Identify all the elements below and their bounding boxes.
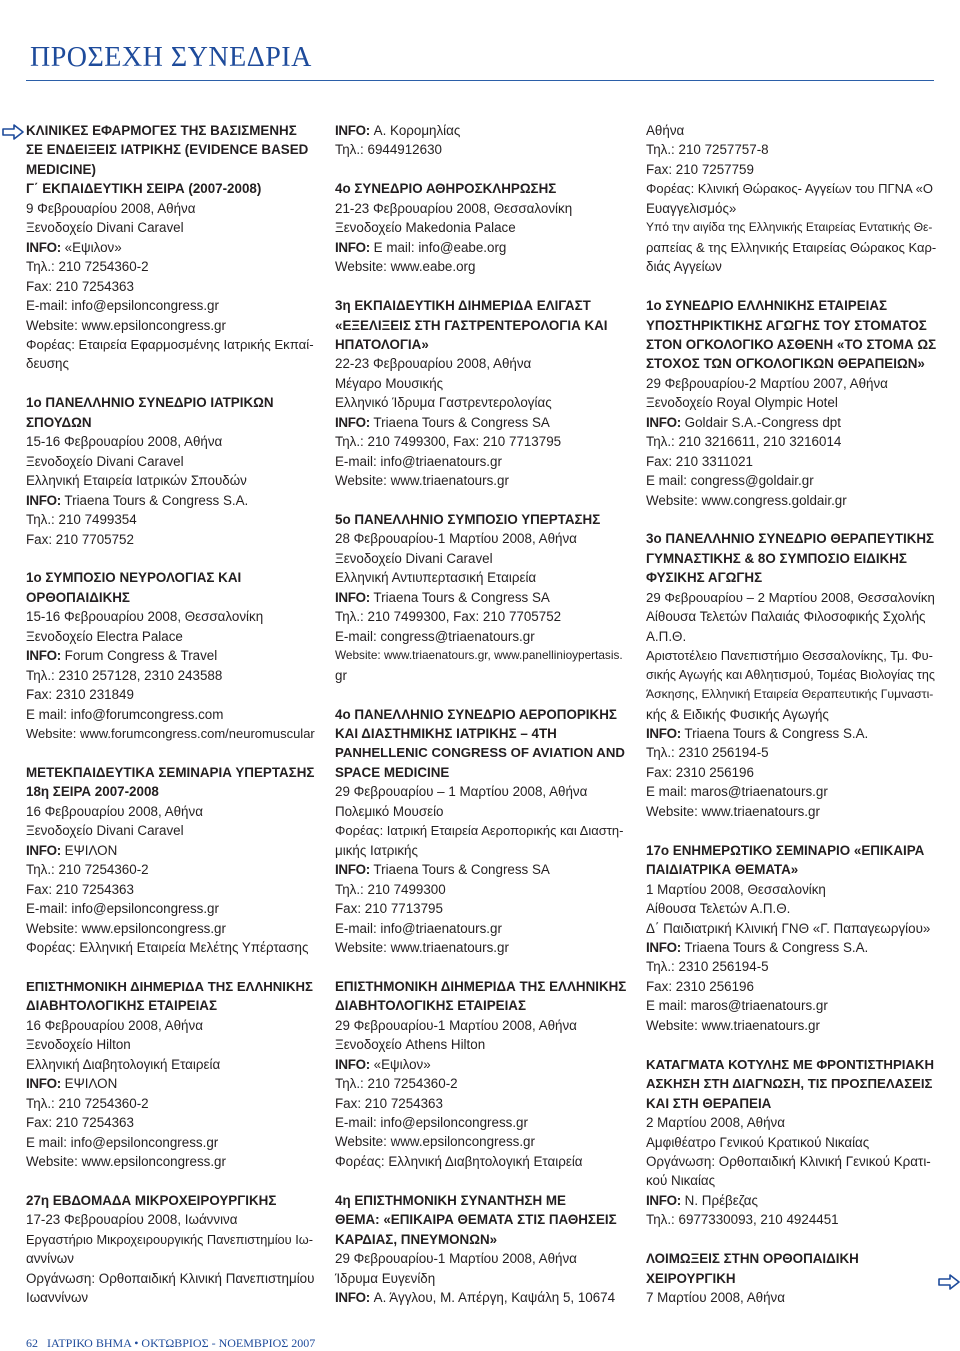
event-entry [26, 1191, 316, 1308]
column-middle [335, 121, 627, 1327]
event-title: ΕΠΙΣΤΗΜΟΝΙΚΗ ΔΙΗΜΕΡΙΔΑ ΤΗΣ ΕΛΛΗΝΙΚΗΣ [335, 978, 627, 994]
event-detail-line: Website: www.triaenatours.gr [335, 473, 509, 489]
event-detail-line: Φορέας: Ελληνική Διαβητολογική Εταιρεία [335, 1153, 583, 1169]
event-detail-line: Τηλ.: 2310 256194-5 [646, 745, 769, 761]
event-detail-line: Τηλ.: 2310 257128, 2310 243588 [26, 667, 223, 683]
event-detail-line: Website: www.epsiloncongress.gr [26, 317, 226, 333]
issue-date: ΟΚΤΩΒΡΙΟΣ - ΝΟΕΜΒΡΙΟΣ 2007 [141, 1336, 316, 1350]
event-detail-line: Τηλ.: 210 7499300 [335, 881, 446, 897]
event-detail-line: 29 Φεβρουαρίου-1 Μαρτίου 2008, Αθήνα [335, 1017, 577, 1033]
event-title: 5ο ΠΑΝΕΛΛΗΝΙΟ ΣΥΜΠΟΣΙΟ ΥΠΕΡΤΑΣΗΣ [335, 512, 601, 528]
event-detail-line: Ξενοδοχείο Divani Caravel [26, 220, 184, 236]
event-entry [335, 296, 627, 491]
event-detail-line: Τηλ.: 210 7499300, Fax: 210 7713795 [335, 434, 562, 450]
event-title: ΣΠΟΥΔΩΝ [26, 414, 92, 430]
event-entry [646, 529, 936, 821]
event-detail-line: Ίδρυμα Ευγενίδη [335, 1270, 436, 1286]
event-title: 4ο ΣΥΝΕΔΡΙΟ ΑΘΗΡΟΣΚΛΗΡΩΣΗΣ [335, 181, 557, 197]
event-detail-line: gr [335, 667, 347, 683]
event-detail-line: δευσης [26, 356, 69, 372]
event-detail-line: Fax: 210 3311021 [646, 453, 753, 469]
event-detail-line: Οργάνωση: Ορθοπαιδική Κλινική Γενικού Κρατι- [646, 1153, 931, 1169]
event-detail-line: Τηλ.: 210 7499300, Fax: 210 7705752 [335, 609, 562, 625]
event-detail-line: Εργαστήριο Μικροχειρουργικής Πανεπιστημίου Ιω- [26, 1231, 314, 1247]
event-detail-line: Fax: 210 7254363 [26, 881, 134, 897]
event-detail-line: Τηλ.: 210 3216611, 210 3216014 [646, 434, 842, 450]
arrow-right-icon [2, 124, 24, 140]
event-title: 1ο ΣΥΝΕΔΡΙΟ ΕΛΛΗΝΙΚΗΣ ΕΤΑΙΡΕΙΑΣ [646, 298, 888, 314]
event-detail-line: Ελληνικό Ίδρυμα Γαστρεντερολογίας [335, 395, 552, 411]
event-detail-line: Μέγαρο Μουσικής [335, 375, 444, 391]
event-detail-line: Τηλ.: 210 7254360-2 [26, 862, 149, 878]
event-detail-line: E mail: congress@goldair.gr [646, 473, 814, 489]
event-detail-line: Website: www.triaenatours.gr [646, 1017, 820, 1033]
event-info-line: INFO: Forum Congress & Travel [26, 648, 218, 664]
event-detail-line: μικής Ιατρικής [335, 842, 418, 858]
event-detail-line: Οργάνωση: Ορθοπαιδική Κλινική Πανεπιστημίου [26, 1270, 315, 1286]
event-detail-line: κού Νικαίας [646, 1173, 716, 1189]
event-entry [335, 1191, 627, 1308]
event-detail-line: Φορέας: Ελληνική Εταιρεία Μελέτης Υπέρτασης [26, 939, 309, 955]
event-detail-line: Α.Π.Θ. [646, 628, 687, 644]
event-detail-line: 2 Μαρτίου 2008, Αθήνα [646, 1115, 785, 1131]
event-detail-line: 29 Φεβρουαρίου-1 Μαρτίου 2008, Αθήνα [335, 1251, 577, 1267]
event-title: ΔΙΑΒΗΤΟΛΟΓΙΚΗΣ ΕΤΑΙΡΕΙΑΣ [26, 998, 217, 1014]
event-detail-line: 9 Φεβρουαρίου 2008, Αθήνα [26, 200, 196, 216]
event-entry [335, 705, 627, 958]
event-info-line: INFO: Triaena Tours & Congress S.A. [26, 492, 249, 508]
event-detail-line: Fax: 2310 231849 [26, 687, 134, 703]
event-entry [26, 121, 316, 374]
event-entry [646, 296, 936, 510]
event-title: ΚΛΙΝΙΚΕΣ ΕΦΑΡΜΟΓΕΣ ΤΗΣ ΒΑΣΙΣΜΕΝΗΣ [26, 123, 297, 138]
event-detail-line: E-mail: info@triaenatours.gr [335, 453, 502, 469]
event-title: «ΕΞΕΛΙΞΕΙΣ ΣΤΗ ΓΑΣΤΡΕΝΤΕΡΟΛΟΓΙΑ ΚΑΙ [335, 317, 608, 333]
event-detail-line: Ξενοδοχείο Divani Caravel [335, 550, 493, 566]
event-detail-line: E mail: maros@triaenatours.gr [646, 998, 828, 1014]
event-detail-line: Τηλ.: 210 7257757-8 [646, 142, 769, 158]
event-detail-line: Τηλ.: 6944912630 [335, 142, 442, 158]
event-detail-line: Website: www.forumcongress.com/neuromuscular [26, 726, 315, 742]
event-detail-line: E-mail: congress@triaenatours.gr [335, 628, 535, 644]
event-title: ΚΑΤΑΓΜΑΤΑ ΚΟΤΥΛΗΣ ΜΕ ΦΡΟΝΤΙΣΤΗΡΙΑΚΗ [646, 1056, 934, 1072]
event-detail-line: Τηλ.: 210 7254360-2 [26, 259, 149, 275]
event-detail-line: Φορέας: Κλινική Θώρακος- Αγγείων του ΠΓΝΑ «Ο [646, 181, 933, 197]
event-title: ΣΤΟΧΟΣ ΤΩΝ ΟΓΚΟΛΟΓΙΚΩΝ ΘΕΡΑΠΕΙΩΝ» [646, 356, 925, 372]
event-detail-line: Fax: 2310 256196 [646, 978, 754, 994]
event-info-line: INFO: Ν. Πρέβεζας [646, 1192, 758, 1208]
event-detail-line: Fax: 210 7254363 [26, 1115, 134, 1131]
page-number: 62 [26, 1336, 38, 1350]
event-detail-line: Αίθουσα Τελετών Παλαιάς Φιλοσοφικής Σχολής [646, 609, 926, 625]
event-detail-line: Fax: 210 7713795 [335, 901, 443, 917]
event-title: PANHELLENIC CONGRESS OF AVIATION AND [335, 745, 625, 761]
event-title: 27η ΕΒΔΟΜΑΔΑ ΜΙΚΡΟΧΕΙΡΟΥΡΓΙΚΗΣ [26, 1192, 277, 1208]
event-title: ΜΕΤΕΚΠΑΙΔΕΥΤΙΚΑ ΣΕΜΙΝΑΡΙΑ ΥΠΕΡΤΑΣΗΣ [26, 764, 315, 780]
event-info-line: INFO: «Εψιλον» [335, 1056, 431, 1072]
event-entry [646, 841, 936, 1036]
event-detail-line: Website: www.triaenatours.gr [335, 939, 509, 955]
event-info-line: INFO: Goldair S.A.-Congress dpt [646, 414, 841, 430]
event-detail-line: Ξενοδοχείο Makedonia Palace [335, 220, 516, 236]
event-entry [646, 1249, 936, 1307]
event-title: ΚΑΡΔΙΑΣ, ΠΝΕΥΜΟΝΩΝ» [335, 1231, 498, 1247]
event-detail-line: 16 Φεβρουαρίου 2008, Αθήνα [26, 1017, 203, 1033]
event-detail-line: Υπό την αιγίδα της Ελληνικής Εταιρείας Εντατικής Θε- [646, 220, 933, 235]
event-detail-line: Φορέας: Ιατρική Εταιρεία Αεροπορικής και Διαστη- [335, 823, 624, 839]
event-detail-line: 16 Φεβρουαρίου 2008, Αθήνα [26, 803, 203, 819]
event-detail-line: Πολεμικό Μουσείο [335, 803, 444, 819]
footer [26, 1336, 315, 1351]
event-title: 4η ΕΠΙΣΤΗΜΟΝΙΚΗ ΣΥΝΑΝΤΗΣΗ ΜΕ [335, 1192, 566, 1208]
event-info-line: INFO: Α. Κορομηλίας [335, 123, 461, 138]
event-detail-line: Website: www.triaenatours.gr, www.panellinioypertasis. [335, 648, 623, 663]
event-detail-line: Fax: 210 7254363 [26, 278, 134, 294]
event-title: ΗΠΑΤΟΛΟΓΙΑ» [335, 336, 429, 352]
event-entry [26, 568, 316, 743]
event-detail-line: 15-16 Φεβρουαρίου 2008, Αθήνα [26, 434, 223, 450]
event-detail-line: Ξενοδοχείο Divani Caravel [26, 823, 184, 839]
event-detail-line: Φορέας: Εταιρεία Εφαρμοσμένης Ιατρικής Εκπαί- [26, 336, 314, 352]
event-title: 17ο ΕΝΗΜΕΡΩΤΙΚΟ ΣΕΜΙΝΑΡΙΟ «ΕΠΙΚΑΙΡΑ [646, 842, 925, 858]
event-detail-line: Fax: 210 7257759 [646, 161, 754, 177]
event-info-line: INFO: ΕΨΙΛΟΝ [26, 842, 118, 858]
column-left [26, 121, 316, 1327]
event-detail-line: σικής Αγωγής και Αθλητισμού, Τομέας Βιολογίας της [646, 667, 935, 682]
event-detail-line: 29 Φεβρουαρίου-2 Μαρτίου 2007, Αθήνα [646, 375, 888, 391]
event-title: ΓΥΜΝΑΣΤΙΚΗΣ & 8Ο ΣΥΜΠΟΣΙΟ ΕΙΔΙΚΗΣ [646, 550, 907, 566]
event-detail-line: 29 Φεβρουαρίου – 1 Μαρτίου 2008, Αθήνα [335, 784, 588, 800]
event-detail-line: 7 Μαρτίου 2008, Αθήνα [646, 1290, 785, 1306]
event-detail-line: Τηλ.: 210 7254360-2 [335, 1076, 458, 1092]
event-title: ΠΑΙΔΙΑΤΡΙΚΑ ΘΕΜΑΤΑ» [646, 862, 799, 878]
event-entry [335, 510, 627, 685]
event-info-line: INFO: Triaena Tours & Congress SA [335, 862, 550, 878]
event-detail-line: 21-23 Φεβρουαρίου 2008, Θεσσαλονίκη [335, 200, 573, 216]
event-detail-line: 15-16 Φεβρουαρίου 2008, Θεσσαλονίκη [26, 609, 264, 625]
event-title: ΛΟΙΜΩΞΕΙΣ ΣΤΗΝ ΟΡΘΟΠΑΙΔΙΚΗ [646, 1251, 859, 1267]
event-detail-line: Ευαγγελισμός» [646, 200, 737, 216]
column-right [646, 121, 936, 1327]
event-entry [335, 121, 627, 160]
event-info-line: INFO: Triaena Tours & Congress SA [335, 414, 550, 430]
event-title: ΥΠΟΣΤΗΡΙΚΤΙΚΗΣ ΑΓΩΓΗΣ ΤΟΥ ΣΤΟΜΑΤΟΣ [646, 317, 927, 333]
event-detail-line: Άσκησης, Ελληνική Εταιρεία Θεραπευτικής Γυμναστι- [646, 687, 934, 702]
event-title: ΧΕΙΡΟΥΡΓΙΚΗ [646, 1270, 736, 1286]
event-detail-line: Ελληνική Εταιρεία Ιατρικών Σπουδών [26, 473, 247, 489]
footer-separator: • [134, 1336, 139, 1350]
event-title: ΚΑΙ ΔΙΑΣΤΗΜΙΚΗΣ ΙΑΤΡΙΚΗΣ – 4TH [335, 725, 557, 741]
event-detail-line: 1 Μαρτίου 2008, Θεσσαλονίκη [646, 881, 826, 897]
event-detail-line: Αθήνα [646, 123, 685, 138]
event-detail-line: Τηλ.: 210 7499354 [26, 512, 137, 528]
page-title: ΠΡΟΣΕΧΗ ΣΥΝΕΔΡΙΑ [30, 42, 312, 73]
event-info-line: INFO: Triaena Tours & Congress SA [335, 589, 550, 605]
event-info-line: INFO: ΕΨΙΛΟΝ [26, 1076, 118, 1092]
event-title: ΘΕΜΑ: «ΕΠΙΚΑΙΡΑ ΘΕΜΑΤΑ ΣΤΙΣ ΠΑΘΗΣΕΙΣ [335, 1212, 617, 1228]
event-entry [26, 977, 316, 1172]
event-title: MEDICINE) [26, 161, 96, 177]
event-entry [335, 179, 627, 276]
event-info-line: INFO: «Εψιλον» [26, 239, 122, 255]
event-detail-line: Website: www.epsiloncongress.gr [335, 1134, 535, 1150]
event-entry [335, 977, 627, 1172]
event-detail-line: ραπείας & της Ελληνικής Εταιρείας Θώρακος Καρ- [646, 239, 937, 255]
event-detail-line: E-mail: info@epsiloncongress.gr [335, 1115, 528, 1131]
event-detail-line: Τηλ.: 2310 256194-5 [646, 959, 769, 975]
event-detail-line: Website: www.eabe.org [335, 259, 476, 275]
event-detail-line: Αμφιθέατρο Γενικού Κρατικού Νικαίας [646, 1134, 870, 1150]
event-detail-line: Ξενοδοχείο Divani Caravel [26, 453, 184, 469]
event-detail-line: Αριστοτέλειο Πανεπιστήμιο Θεσσαλονίκης, Τμ. Φυ- [646, 648, 933, 664]
event-detail-line: Website: www.congress.goldair.gr [646, 492, 847, 508]
event-title: ΕΠΙΣΤΗΜΟΝΙΚΗ ΔΙΗΜΕΡΙΔΑ ΤΗΣ ΕΛΛΗΝΙΚΗΣ [26, 978, 313, 994]
event-title: 4ο ΠΑΝΕΛΛΗΝΙΟ ΣΥΝΕΔΡΙΟ ΑΕΡΟΠΟΡΙΚΗΣ [335, 706, 617, 722]
event-entry [646, 121, 936, 277]
event-title: ΑΣΚΗΣΗ ΣΤΗ ΔΙΑΓΝΩΣΗ, ΤΙΣ ΠΡΟΣΠΕΛΑΣΕΙΣ [646, 1076, 933, 1092]
event-detail-line: E mail: info@forumcongress.com [26, 706, 224, 722]
event-detail-line: Ξενοδοχείο Hilton [26, 1037, 131, 1053]
event-entry [646, 1055, 936, 1230]
event-detail-line: Fax: 2310 256196 [646, 764, 754, 780]
event-title: ΚΑΙ ΣΤΗ ΘΕΡΑΠΕΙΑ [646, 1095, 772, 1111]
event-detail-line: Ξενοδοχείο Royal Olympic Hotel [646, 395, 838, 411]
event-detail-line: Fax: 210 7705752 [26, 531, 134, 547]
event-detail-line: Fax: 210 7254363 [335, 1095, 443, 1111]
event-detail-line: E mail: info@epsiloncongress.gr [26, 1134, 219, 1150]
event-title: 1ο ΠΑΝΕΛΛΗΝΙΟ ΣΥΝΕΔΡΙΟ ΙΑΤΡΙΚΩΝ [26, 395, 274, 411]
event-title: 3η ΕΚΠΑΙΔΕΥΤΙΚΗ ΔΙΗΜΕΡΙΔΑ ΕΛΙΓΑΣΤ [335, 298, 591, 314]
event-detail-line: Website: www.triaenatours.gr [646, 803, 820, 819]
event-detail-line: E-mail: info@epsiloncongress.gr [26, 298, 219, 314]
event-detail-line: Ιωαννίνων [26, 1290, 89, 1306]
event-detail-line: 17-23 Φεβρουαρίου 2008, Ιωάννινα [26, 1212, 238, 1228]
event-info-line: INFO: Triaena Tours & Congress S.A. [646, 939, 869, 955]
event-detail-line: E mail: maros@triaenatours.gr [646, 784, 828, 800]
event-info-line: INFO: Triaena Tours & Congress S.A. [646, 726, 869, 742]
event-detail-line: διάς Αγγείων [646, 259, 722, 275]
event-detail-line: Ξενοδοχείο Electra Palace [26, 628, 183, 644]
event-detail-line: 29 Φεβρουαρίου – 2 Μαρτίου 2008, Θεσσαλονίκη [646, 589, 935, 605]
event-detail-line: Τηλ.: 210 7254360-2 [26, 1095, 149, 1111]
event-title: 1ο ΣΥΜΠΟΣΙΟ ΝΕΥΡΟΛΟΓΙΑΣ ΚΑΙ [26, 570, 242, 586]
event-detail-line: Ξενοδοχείο Athens Hilton [335, 1037, 486, 1053]
event-title: ΣΕ ΕΝΔΕΙΞΕΙΣ ΙΑΤΡΙΚΗΣ (EVIDENCE BASED [26, 142, 309, 158]
event-detail-line: Website: www.epsiloncongress.gr [26, 1153, 226, 1169]
event-entry [26, 763, 316, 958]
event-title: ΦΥΣΙΚΗΣ ΑΓΩΓΗΣ [646, 570, 763, 586]
event-title: ΟΡΘΟΠΑΙΔΙΚΗΣ [26, 589, 130, 605]
event-detail-line: 28 Φεβρουαρίου-1 Μαρτίου 2008, Αθήνα [335, 531, 577, 547]
event-detail-line: αννίνων [26, 1251, 74, 1267]
event-title: Γ΄ ΕΚΠΑΙΔΕΥΤΙΚΗ ΣΕΙΡΑ (2007-2008) [26, 181, 262, 197]
event-detail-line: Ελληνική Αντιυπερτασική Εταιρεία [335, 570, 537, 586]
event-detail-line: κής & Ειδικής Φυσικής Αγωγής [646, 706, 829, 722]
event-title: SPACE MEDICINE [335, 764, 450, 780]
event-title: ΣΤΟΝ ΟΓΚΟΛΟΓΙΚΟ ΑΣΘΕΝΗ «ΤΟ ΣΤΟΜΑ ΩΣ [646, 336, 937, 352]
event-detail-line: Website: www.epsiloncongress.gr [26, 920, 226, 936]
event-info-line: INFO: E mail: info@eabe.org [335, 239, 507, 255]
event-detail-line: Ελληνική Διαβητολογική Εταιρεία [26, 1056, 221, 1072]
event-detail-line: E-mail: info@triaenatours.gr [335, 920, 502, 936]
event-detail-line: Τηλ.: 6977330093, 210 4924451 [646, 1212, 839, 1228]
event-detail-line: Αίθουσα Τελετών Α.Π.Θ. [646, 901, 791, 917]
event-title: ΔΙΑΒΗΤΟΛΟΓΙΚΗΣ ΕΤΑΙΡΕΙΑΣ [335, 998, 526, 1014]
event-title: 3ο ΠΑΝΕΛΛΗΝΙΟ ΣΥΝΕΔΡΙΟ ΘΕΡΑΠΕΥΤΙΚΗΣ [646, 531, 935, 547]
event-detail-line: Δ΄ Παιδιατρική Κλινική ΓΝΘ «Γ. Παπαγεωργίου» [646, 920, 931, 936]
event-entry [26, 393, 316, 549]
event-detail-line: E-mail: info@epsiloncongress.gr [26, 901, 219, 917]
event-title: 18η ΣΕΙΡΑ 2007-2008 [26, 784, 159, 800]
arrow-right-icon [938, 1274, 960, 1290]
magazine-name: ΙΑΤΡΙΚΟ ΒΗΜΑ [47, 1336, 132, 1350]
event-detail-line: 22-23 Φεβρουαρίου 2008, Αθήνα [335, 356, 532, 372]
event-info-line: INFO: Α. Άγγλου, Μ. Απέργη, Καψάλη 5, 10674 [335, 1290, 616, 1306]
